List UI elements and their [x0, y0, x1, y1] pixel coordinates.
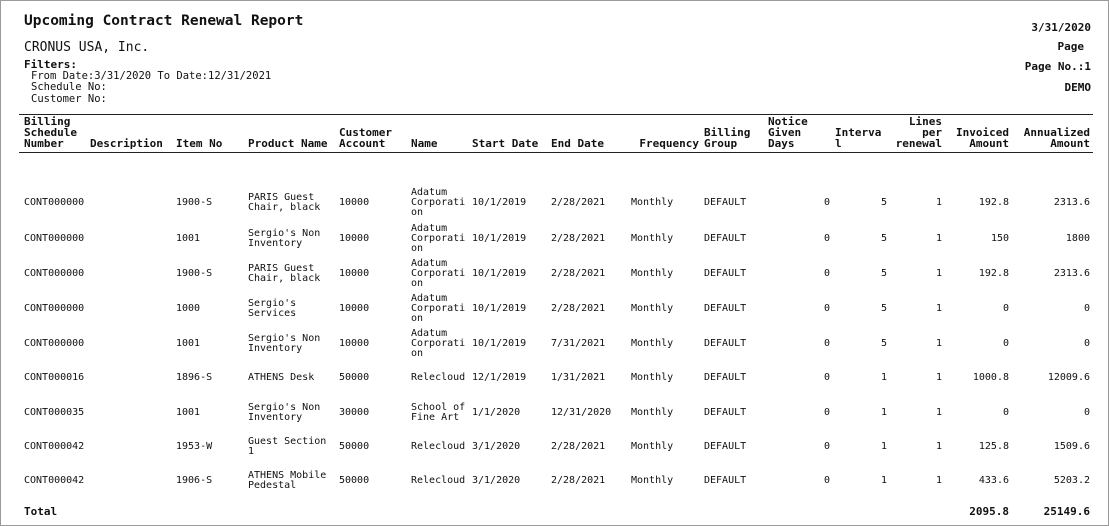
header-bottom-rule: [19, 152, 1093, 153]
annualized-amount-cell: 12009.6: [1047, 372, 1090, 383]
end-date-cell: 2/28/2021: [551, 303, 606, 314]
total-invoiced-amount: 2095.8: [969, 505, 1009, 518]
column-header-billing-schedule: [24, 116, 77, 149]
lines-per-renewal-cell: 1: [935, 303, 942, 314]
page-number: [1025, 60, 1091, 73]
start-date-cell: 3/1/2020: [472, 441, 521, 452]
item-no-cell: 1896-S: [176, 372, 213, 383]
cell-line: Relecloud: [411, 441, 466, 452]
column-header-name: Name: [411, 137, 438, 150]
frequency-cell: Monthly: [631, 338, 674, 349]
start-date-cell: 3/1/2020: [472, 475, 521, 486]
column-header-line: Invoiced: [956, 126, 1009, 139]
page-number-label: Page No.:: [1024, 60, 1085, 73]
end-date-cell: 2/28/2021: [551, 233, 606, 244]
column-header-line: Annualized: [1023, 126, 1090, 139]
annualized-amount-cell: 0: [1083, 303, 1090, 314]
cell-line: on: [411, 313, 424, 324]
customer-name-cell: [411, 259, 465, 289]
invoiced-amount-cell: 0: [1002, 303, 1009, 314]
product-name-cell: [248, 334, 320, 354]
column-header-product-name: Product Name: [248, 137, 328, 150]
column-header-line: Group: [704, 137, 738, 150]
customer-name-cell: [411, 442, 465, 452]
column-header-item-no: Item No: [176, 137, 223, 150]
customer-account-cell: 10000: [339, 268, 370, 279]
invoiced-amount-cell: 150: [990, 233, 1009, 244]
notice-days-cell: 0: [823, 338, 830, 349]
cell-line: Corporati: [411, 338, 466, 349]
notice-days-cell: 0: [823, 372, 830, 383]
billing-group-cell: DEFAULT: [704, 441, 747, 452]
product-name-cell: [248, 403, 320, 423]
end-date-cell: 7/31/2021: [551, 338, 606, 349]
customer-name-cell: [411, 294, 465, 324]
customer-name-cell: [411, 476, 465, 486]
interval-cell: 1: [880, 372, 887, 383]
start-date-cell: 12/1/2019: [472, 372, 527, 383]
cell-line: Chair, black: [248, 273, 321, 284]
frequency-cell: Monthly: [631, 268, 674, 279]
product-name-cell: [248, 299, 296, 319]
frequency-cell: Monthly: [631, 441, 674, 452]
start-date-cell: 1/1/2020: [472, 407, 521, 418]
billing-group-cell: DEFAULT: [704, 372, 747, 383]
interval-cell: 1: [880, 475, 887, 486]
customer-name-cell: [411, 188, 465, 218]
product-name-cell: [248, 229, 320, 249]
customer-account-cell: 50000: [339, 441, 370, 452]
cell-line: Chair, black: [248, 202, 321, 213]
frequency-cell: Monthly: [631, 197, 674, 208]
start-date-cell: 10/1/2019: [472, 233, 527, 244]
company-name: CRONUS USA, Inc.: [24, 40, 150, 55]
end-date-cell: 1/31/2021: [551, 372, 606, 383]
schedule-cell: CONT000042: [24, 441, 85, 452]
item-no-cell: 1001: [176, 338, 201, 349]
invoiced-amount-cell: 1000.8: [972, 372, 1009, 383]
cell-line: Adatum: [411, 223, 448, 234]
column-header-line: Amount: [1050, 137, 1090, 150]
page-label: Page: [1057, 40, 1084, 53]
end-date-cell: 2/28/2021: [551, 475, 606, 486]
cell-line: on: [411, 278, 424, 289]
customer-account-cell: 50000: [339, 372, 370, 383]
cell-line: ATHENS Desk: [248, 372, 315, 383]
column-header-billing-group: [704, 127, 750, 149]
interval-cell: 5: [880, 233, 887, 244]
end-date-cell: 2/28/2021: [551, 197, 606, 208]
product-name-cell: [248, 193, 320, 213]
cell-line: Adatum: [411, 258, 448, 269]
cell-line: Relecloud: [411, 475, 466, 486]
annualized-amount-cell: 1800: [1065, 233, 1090, 244]
annualized-amount-cell: 1509.6: [1053, 441, 1090, 452]
frequency-cell: Monthly: [631, 372, 674, 383]
column-header-interval: [835, 127, 881, 149]
column-header-line: Customer: [339, 126, 392, 139]
interval-cell: 5: [880, 338, 887, 349]
notice-days-cell: 0: [823, 475, 830, 486]
interval-cell: 5: [880, 197, 887, 208]
cell-line: Fine Art: [411, 412, 460, 423]
lines-per-renewal-cell: 1: [935, 475, 942, 486]
cell-line: on: [411, 207, 424, 218]
customer-account-cell: 10000: [339, 338, 370, 349]
frequency-cell: Monthly: [631, 475, 674, 486]
invoiced-amount-cell: 433.6: [978, 475, 1009, 486]
notice-days-cell: 0: [823, 441, 830, 452]
column-header-line: Billing: [704, 126, 751, 139]
lines-per-renewal-cell: 1: [935, 268, 942, 279]
column-header-notice-days: [768, 116, 808, 149]
cell-line: Corporati: [411, 268, 466, 279]
notice-days-cell: 0: [823, 197, 830, 208]
schedule-cell: CONT000000: [24, 233, 85, 244]
schedule-cell: CONT000016: [24, 372, 85, 383]
column-header-line: per: [922, 126, 942, 139]
column-header-line: Given: [768, 126, 802, 139]
schedule-cell: CONT000000: [24, 303, 85, 314]
notice-days-cell: 0: [823, 268, 830, 279]
end-date-cell: 12/31/2020: [551, 407, 612, 418]
customer-name-cell: [411, 329, 465, 359]
cell-line: Relecloud: [411, 372, 466, 383]
column-header-line: Billing: [24, 115, 71, 128]
column-header-line: Days: [768, 137, 795, 150]
cell-line: ATHENS Mobile: [248, 470, 327, 481]
cell-line: Adatum: [411, 328, 448, 339]
start-date-cell: 10/1/2019: [472, 338, 527, 349]
annualized-amount-cell: 0: [1083, 338, 1090, 349]
item-no-cell: 1001: [176, 233, 201, 244]
total-annualized-amount: 25149.6: [1043, 505, 1090, 518]
customer-name-cell: [411, 224, 465, 254]
column-header-annualized-amount: [1024, 127, 1090, 149]
cell-line: Corporati: [411, 197, 466, 208]
report-date: 3/31/2020: [1031, 21, 1091, 34]
column-header-line: Schedule: [24, 126, 77, 139]
customer-account-cell: 50000: [339, 475, 370, 486]
column-header-start-date: Start Date: [472, 137, 539, 150]
cell-line: Adatum: [411, 293, 448, 304]
filter-dates: From Date:3/31/2020 To Date:12/31/2021: [31, 70, 272, 82]
cell-line: Corporati: [411, 233, 466, 244]
total-label: Total: [24, 505, 58, 518]
frequency-cell: Monthly: [631, 233, 674, 244]
billing-group-cell: DEFAULT: [704, 475, 747, 486]
item-no-cell: 1953-W: [176, 441, 213, 452]
cell-line: Pedestal: [248, 480, 297, 491]
invoiced-amount-cell: 192.8: [978, 197, 1009, 208]
end-date-cell: 2/28/2021: [551, 441, 606, 452]
annualized-amount-cell: 2313.6: [1053, 197, 1090, 208]
billing-group-cell: DEFAULT: [704, 338, 747, 349]
annualized-amount-cell: 0: [1083, 407, 1090, 418]
cell-line: Sergio's Non: [248, 333, 321, 344]
column-header-lines-per-renewal: [896, 116, 942, 149]
cell-line: Inventory: [248, 238, 303, 249]
invoiced-amount-cell: 0: [1002, 407, 1009, 418]
frequency-cell: Monthly: [631, 407, 674, 418]
column-header-customer-account: [339, 127, 392, 149]
schedule-cell: CONT000042: [24, 475, 85, 486]
column-header-line: Interva: [835, 126, 882, 139]
schedule-cell: CONT000000: [24, 338, 85, 349]
customer-name-cell: [411, 373, 465, 383]
customer-account-cell: 10000: [339, 233, 370, 244]
interval-cell: 1: [880, 441, 887, 452]
billing-group-cell: DEFAULT: [704, 407, 747, 418]
cell-line: Inventory: [248, 412, 303, 423]
billing-group-cell: DEFAULT: [704, 197, 747, 208]
column-header-line: Account: [339, 137, 386, 150]
notice-days-cell: 0: [823, 233, 830, 244]
cell-line: School of: [411, 402, 466, 413]
cell-line: Services: [248, 308, 297, 319]
end-date-cell: 2/28/2021: [551, 268, 606, 279]
schedule-cell: CONT000035: [24, 407, 85, 418]
product-name-cell: [248, 471, 326, 491]
annualized-amount-cell: 2313.6: [1053, 268, 1090, 279]
column-header-invoiced-amount: [956, 127, 1009, 149]
user-id: DEMO: [1064, 81, 1091, 94]
notice-days-cell: 0: [823, 407, 830, 418]
item-no-cell: 1900-S: [176, 268, 213, 279]
cell-line: on: [411, 243, 424, 254]
annualized-amount-cell: 5203.2: [1053, 475, 1090, 486]
cell-line: Corporati: [411, 303, 466, 314]
column-header-frequency: Frequency: [639, 137, 699, 150]
customer-account-cell: 10000: [339, 303, 370, 314]
frequency-cell: Monthly: [631, 303, 674, 314]
product-name-cell: [248, 373, 314, 383]
cell-line: Inventory: [248, 343, 303, 354]
report-title: Upcoming Contract Renewal Report: [24, 13, 304, 29]
lines-per-renewal-cell: 1: [935, 233, 942, 244]
billing-group-cell: DEFAULT: [704, 268, 747, 279]
interval-cell: 5: [880, 268, 887, 279]
column-header-line: renewal: [895, 137, 942, 150]
start-date-cell: 10/1/2019: [472, 303, 527, 314]
column-header-line: Amount: [969, 137, 1009, 150]
notice-days-cell: 0: [823, 303, 830, 314]
schedule-cell: CONT000000: [24, 268, 85, 279]
lines-per-renewal-cell: 1: [935, 372, 942, 383]
cell-line: Sergio's Non: [248, 402, 321, 413]
column-header-line: l: [835, 137, 842, 150]
page-number-value: 1: [1084, 60, 1091, 73]
lines-per-renewal-cell: 1: [935, 197, 942, 208]
interval-cell: 1: [880, 407, 887, 418]
interval-cell: 5: [880, 303, 887, 314]
lines-per-renewal-cell: 1: [935, 441, 942, 452]
cell-line: on: [411, 348, 424, 359]
column-header-description: Description: [90, 137, 163, 150]
cell-line: 1: [248, 446, 255, 457]
invoiced-amount-cell: 125.8: [978, 441, 1009, 452]
cell-line: Guest Section: [248, 436, 327, 447]
cell-line: PARIS Guest: [248, 263, 315, 274]
filter-schedule: Schedule No:: [31, 81, 107, 93]
item-no-cell: 1000: [176, 303, 201, 314]
customer-account-cell: 10000: [339, 197, 370, 208]
column-header-end-date: End Date: [551, 137, 604, 150]
filters-label: Filters:: [24, 58, 77, 71]
product-name-cell: [248, 264, 320, 284]
billing-group-cell: DEFAULT: [704, 303, 747, 314]
product-name-cell: [248, 437, 326, 457]
column-header-line: Notice: [768, 115, 808, 128]
cell-line: Sergio's Non: [248, 228, 321, 239]
invoiced-amount-cell: 192.8: [978, 268, 1009, 279]
column-header-line: Number: [24, 137, 64, 150]
item-no-cell: 1906-S: [176, 475, 213, 486]
schedule-cell: CONT000000: [24, 197, 85, 208]
lines-per-renewal-cell: 1: [935, 338, 942, 349]
billing-group-cell: DEFAULT: [704, 233, 747, 244]
item-no-cell: 1900-S: [176, 197, 213, 208]
start-date-cell: 10/1/2019: [472, 268, 527, 279]
invoiced-amount-cell: 0: [1002, 338, 1009, 349]
cell-line: Sergio's: [248, 298, 297, 309]
customer-account-cell: 30000: [339, 407, 370, 418]
customer-name-cell: [411, 403, 465, 423]
column-header-line: Lines: [908, 115, 942, 128]
lines-per-renewal-cell: 1: [935, 407, 942, 418]
cell-line: PARIS Guest: [248, 192, 315, 203]
filter-customer: Customer No:: [31, 93, 107, 105]
item-no-cell: 1001: [176, 407, 201, 418]
start-date-cell: 10/1/2019: [472, 197, 527, 208]
cell-line: Adatum: [411, 187, 448, 198]
